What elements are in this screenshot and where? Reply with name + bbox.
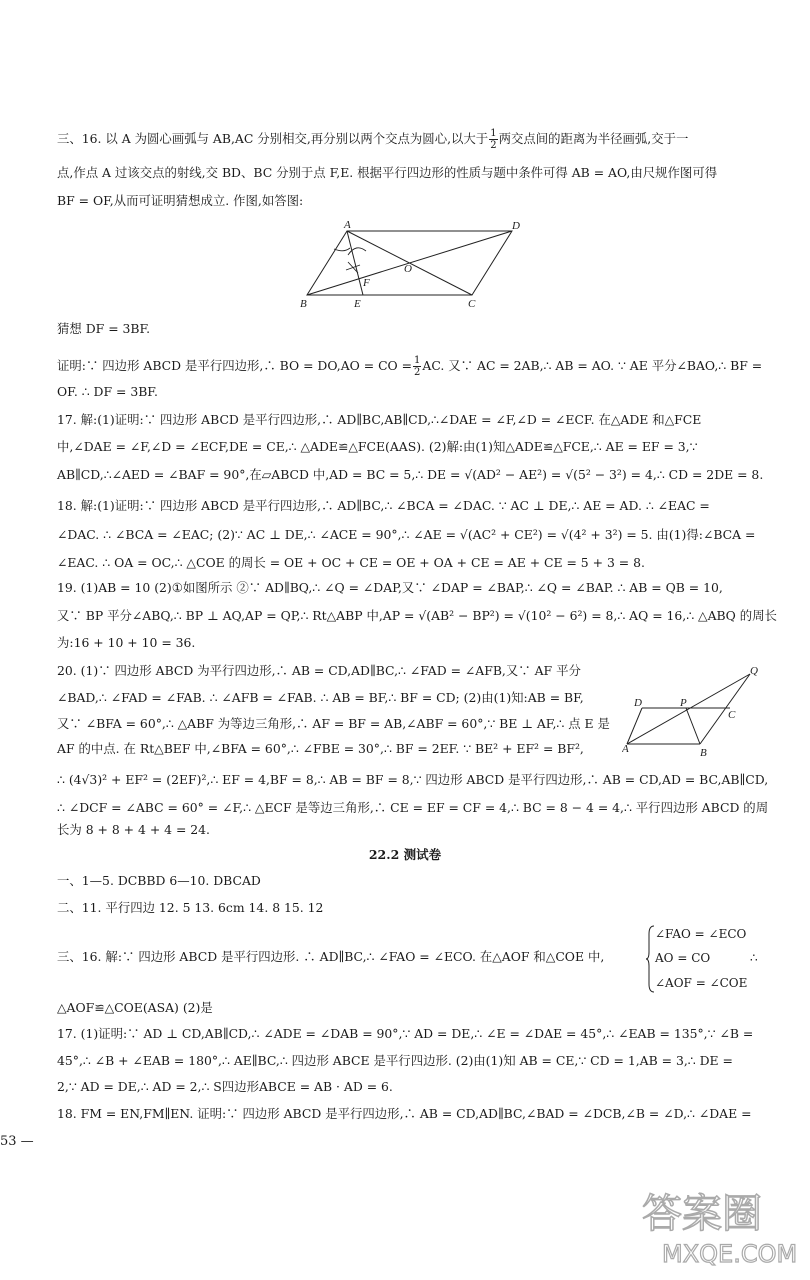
p16-line-1b: 两交点间的距离为半径画弧,交于一 xyxy=(498,131,689,146)
p18-line-3: ∠EAC. ∴ OA = OC,∴ △COE 的周长 = OE + OC + CE = OE + OA + CE = AE + CE = 5 + 3 = 8. xyxy=(57,555,645,570)
p20-line-1: 20. (1)∵ 四边形 ABCD 为平行四边形,∴ AB = CD,AD∥BC,∴ ∠FAD = ∠AFB,又∵ AF 平分 xyxy=(57,663,581,678)
label-d: D xyxy=(512,220,520,232)
p20-line-4: AF 的中点. 在 Rt△BEF 中,∠BFA = 60°,∴ ∠FBE = 30°,∴ BF = 2EF. ∵ BE² + EF² = BF², xyxy=(57,741,584,756)
p19-line-2: 又∵ BP 平分∠ABQ,∴ BP ⊥ AQ,AP = QP,∴ Rt△ABP 中,AP = √(AB² − BP²) = √(10² − 6²) = 8,∴ AQ = 16,∴ △ABQ 的周长 xyxy=(57,608,777,623)
test-answers-choice: 一、1—5. DCBBD 6—10. DBCAD xyxy=(57,873,261,888)
p16-line-1a: 三、16. 以 A 为圆心画弧与 AB,AC 分别相交,再分别以两个交点为圆心,以大于 xyxy=(57,131,489,146)
label-o: O xyxy=(404,263,412,275)
p20-line-5: ∴ (4√3)² + EF² = (2EF)²,∴ EF = 4,BF = 8,∴ AB = BF = 8,∵ 四边形 ABCD 是平行四边形,∴ AB = CD,AD = BC,AB∥CD, xyxy=(57,772,769,787)
p16-proof-line-2: OF. ∴ DF = 3BF. xyxy=(57,384,158,399)
label-c: C xyxy=(468,298,476,310)
label-b2: B xyxy=(700,747,707,758)
label-d2: D xyxy=(634,697,642,709)
p16-proof-part-b: AC. 又∵ AC = 2AB,∴ AB = AO. ∵ AE 平分∠BAO,∴ BF = xyxy=(422,358,763,373)
p20-line-7: 长为 8 + 8 + 4 + 4 = 24. xyxy=(57,822,210,837)
brace-condition-2: AO = CO xyxy=(655,951,711,965)
t16-continuation: △AOF≌△COE(ASA) (2)是 xyxy=(57,1000,213,1015)
p20-line-3: 又∵ ∠BFA = 60°,∴ △ABF 为等边三角形,∴ AF = BF = AB,∠ABF = 60°,∵ BE ⊥ AF,∴ 点 E 是 xyxy=(57,716,610,731)
p16-line-1 xyxy=(57,128,688,151)
line-bq xyxy=(700,674,750,744)
section-title: 22.2 测试卷 xyxy=(368,847,442,862)
p16-proof-part-a: 证明:∵ 四边形 ABCD 是平行四边形,∴ BO = DO,AO = CO = xyxy=(57,358,413,373)
label-b: B xyxy=(300,298,307,310)
side-ad xyxy=(627,708,642,744)
page-number: 53 — xyxy=(0,1134,34,1149)
p17-line-2: 中,∠DAE = ∠F,∠D = ∠ECF,DE = CE,∴ △ADE≌△FCE(AAS). (2)解:由(1)知△ADE≌△FCE,∴ AE = EF = 3,∵ xyxy=(57,439,698,454)
p19-line-1: 19. (1)AB = 10 (2)①如图所示 ②∵ AD∥BQ,∴ ∠Q = ∠DAP,又∵ ∠DAP = ∠BAP,∴ ∠Q = ∠BAP. ∴ AB = QB = 10, xyxy=(57,580,723,595)
label-p: P xyxy=(680,697,687,709)
fraction-numerator: 1 xyxy=(490,128,497,139)
construction-arc-2 xyxy=(348,248,366,255)
p16-line-3: BF = OF,从而可证明猜想成立. 作图,如答图: xyxy=(57,193,304,208)
fraction-numerator: 1 xyxy=(414,355,421,366)
t17-line-1: 17. (1)证明:∵ AD ⊥ CD,AB∥CD,∴ ∠ADE = ∠DAB = 90°,∵ AD = DE,∴ ∠E = ∠DAE = 45°,∴ ∠EAB = 135°,∵ ∠B = xyxy=(57,1026,754,1041)
p16-line-2: 点,作点 A 过该交点的射线,交 BD、BC 分别于点 F,E. 根据平行四边形的性质与题中条件可得 AB = AO,由尺规作图可得 xyxy=(57,165,718,180)
p18-line-1: 18. 解:(1)证明:∵ 四边形 ABCD 是平行四边形,∴ AD∥BC,∴ ∠BCA = ∠DAC. ∵ AC ⊥ DE,∴ AE = AD. ∴ ∠EAC = xyxy=(57,498,710,513)
brace-condition-3: ∠AOF = ∠COE xyxy=(655,976,748,990)
fraction-denominator: 2 xyxy=(414,367,421,378)
label-c2: C xyxy=(728,709,736,721)
watermark-logo xyxy=(632,1172,802,1272)
p16-conjecture: 猜想 DF = 3BF. xyxy=(57,321,151,336)
p19-line-3: 为:16 + 10 + 10 = 36. xyxy=(57,635,196,650)
brace-condition-1: ∠FAO = ∠ECO xyxy=(655,927,747,941)
label-a2: A xyxy=(622,743,629,755)
parallelogram-figure xyxy=(290,215,530,310)
therefore-symbol: ∴ xyxy=(750,951,758,965)
parallelogram-q-figure xyxy=(622,664,770,758)
p20-line-6: ∴ ∠DCF = ∠ABC = 60° = ∠F,∴ △ECF 是等边三角形,∴ CE = EF = CF = 4,∴ BC = 8 − 4 = 4,∴ 平行四边形 ABCD 的周 xyxy=(57,800,769,815)
t16-lead: 三、16. 解:∵ 四边形 ABCD 是平行四边形. ∴ AD∥BC,∴ ∠FAO = ∠ECO. 在△AOF 和△COE 中, xyxy=(57,949,605,964)
test-answers-fill: 二、11. 平行四边 12. 5 13. 6cm 14. 8 15. 12 xyxy=(57,900,324,915)
fraction-half xyxy=(489,128,497,151)
label-e: E xyxy=(354,298,361,310)
label-a: A xyxy=(344,219,351,231)
label-q: Q xyxy=(750,665,758,677)
watermark-url: MXQE.COM xyxy=(662,1240,798,1268)
label-f: F xyxy=(363,277,370,289)
p17-line-3: AB∥CD,∴∠AED = ∠BAF = 90°,在▱ABCD 中,AD = BC = 5,∴ DE = √(AD² − AE²) = √(5² − 3²) = 4,∴ CD = 2DE = 8. xyxy=(57,467,764,482)
p16-proof-line-1 xyxy=(57,355,762,378)
p18-line-2: ∠DAC. ∴ ∠BCA = ∠EAC; (2)∵ AC ⊥ DE,∴ ∠ACE = 90°,∴ ∠AE = √(AC² + CE²) = √(4² + 3²) = 5. 由(1)得:∠BCA = xyxy=(57,527,756,542)
brace-icon xyxy=(645,924,655,994)
fraction-denominator: 2 xyxy=(490,140,497,151)
t17-line-3: 2,∵ AD = DE,∴ AD = 2,∴ S四边形ABCE = AB · AD = 6. xyxy=(57,1079,393,1094)
t17-line-2: 45°,∴ ∠B + ∠EAB = 180°,∴ AE∥BC,∴ 四边形 ABCE 是平行四边形. (2)由(1)知 AB = CE,∵ CD = 1,AB = 3,∴ DE = xyxy=(57,1053,733,1068)
fraction-half-2 xyxy=(413,355,421,378)
watermark-text: 答案圈 xyxy=(642,1191,762,1237)
p20-line-2: ∠BAD,∴ ∠FAD = ∠FAB. ∴ ∠AFB = ∠FAB. ∴ AB = BF,∴ BF = CD; (2)由(1)知:AB = BF, xyxy=(57,690,584,705)
t18-line-1: 18. FM = EN,FM∥EN. 证明:∵ 四边形 ABCD 是平行四边形,∴ AB = CD,AD∥BC,∠BAD = ∠DCB,∠B = ∠D,∴ ∠DAE = xyxy=(57,1106,752,1121)
segment-pb xyxy=(686,708,700,744)
p17-line-1: 17. 解:(1)证明:∵ 四边形 ABCD 是平行四边形,∴ AD∥BC,AB∥CD,∴∠DAE = ∠F,∠D = ∠ECF. 在△ADE 和△FCE xyxy=(57,412,702,427)
